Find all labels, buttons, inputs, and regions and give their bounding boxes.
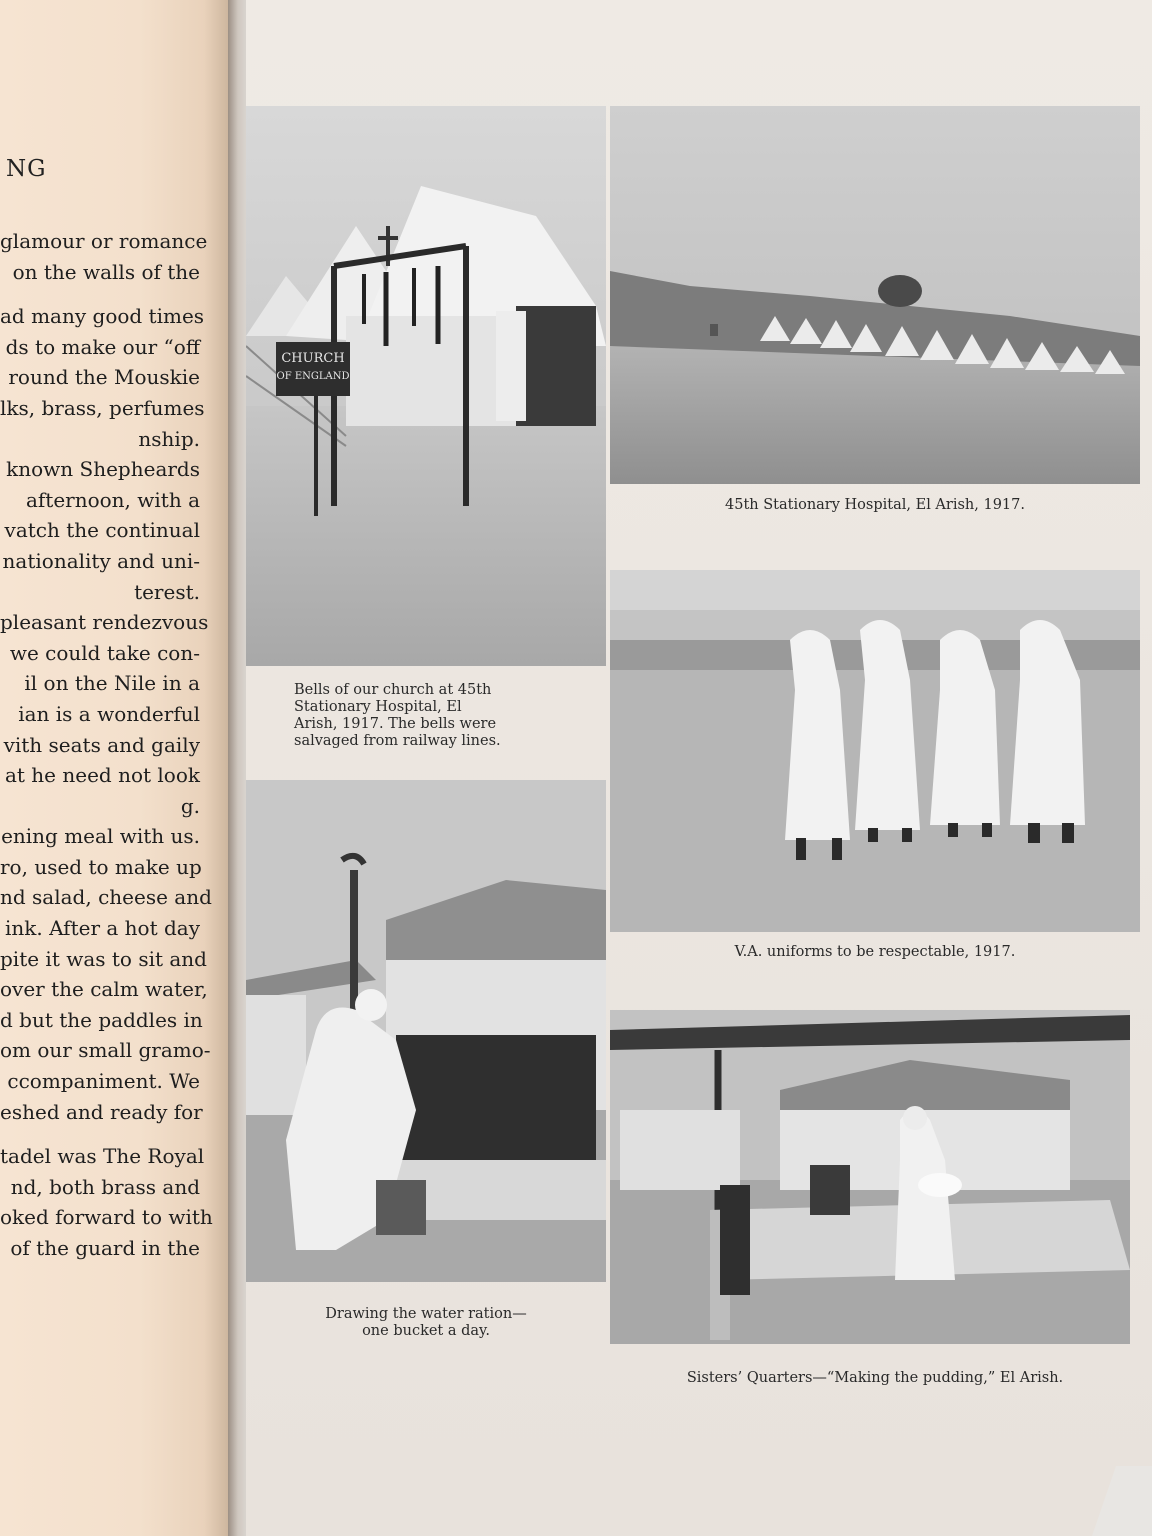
text-line: vith seats and gaily bbox=[3, 732, 200, 757]
water-ration-scene-image bbox=[246, 780, 606, 1282]
church-scene-image bbox=[246, 106, 606, 666]
text-line: vatch the continual bbox=[4, 518, 200, 543]
church-sign-line2: OF ENGLAND bbox=[276, 371, 350, 382]
text-line: oked forward to with bbox=[0, 1205, 213, 1230]
photo-hospital bbox=[610, 106, 1140, 484]
text-line: tadel was The Royal bbox=[0, 1144, 205, 1169]
text-line: d but the paddles in bbox=[0, 1007, 203, 1032]
paragraph-gap bbox=[0, 287, 200, 301]
text-line: eshed and ready for bbox=[0, 1099, 203, 1124]
page-tear bbox=[1092, 1466, 1152, 1536]
photo-sisters-quarters bbox=[610, 1010, 1130, 1344]
text-line: nd salad, cheese and bbox=[0, 885, 212, 910]
text-line: glamour or romance bbox=[0, 229, 208, 253]
text-line: om our small gramo- bbox=[0, 1038, 211, 1063]
caption-line: Arish, 1917. The bells were bbox=[294, 716, 497, 732]
text-line: pite it was to sit and bbox=[0, 946, 207, 971]
photo-church-bells bbox=[246, 106, 606, 666]
text-line: on the walls of the bbox=[12, 259, 200, 284]
text-line: terest. bbox=[134, 579, 200, 604]
text-line: nationality and uni- bbox=[2, 548, 200, 573]
text-line: we could take con- bbox=[9, 640, 200, 665]
text-line: known Shepheards bbox=[6, 457, 200, 482]
caption-line: one bucket a day. bbox=[362, 1323, 490, 1339]
text-line: ad many good times bbox=[0, 304, 205, 329]
caption-church-bells bbox=[294, 682, 564, 750]
paragraph-gap bbox=[0, 1127, 200, 1141]
caption-hospital bbox=[610, 497, 1140, 514]
text-line: ds to make our “off bbox=[5, 334, 200, 359]
text-line: ening meal with us. bbox=[1, 824, 200, 849]
text-line: nd, both brass and bbox=[10, 1174, 200, 1199]
caption-line: V.A. uniforms to be respectable, 1917. bbox=[734, 944, 1016, 960]
text-line: nship. bbox=[138, 426, 200, 451]
text-line: g. bbox=[180, 793, 200, 818]
text-line: ian is a wonderful bbox=[18, 701, 200, 726]
text-line: il on the Nile in a bbox=[24, 671, 200, 696]
caption-line: Bells of our church at 45th bbox=[294, 682, 492, 698]
caption-line: salvaged from railway lines. bbox=[294, 733, 501, 749]
caption-line: Sisters’ Quarters—“Making the pudding,” El Arish. bbox=[686, 1370, 1064, 1386]
text-line: at he need not look bbox=[4, 763, 200, 788]
left-page-text bbox=[0, 226, 213, 1264]
text-line: of the guard in the bbox=[10, 1236, 200, 1260]
text-line: over the calm water, bbox=[0, 977, 208, 1002]
right-page bbox=[246, 0, 1152, 1536]
caption-water-ration bbox=[246, 1306, 606, 1340]
photo-va-uniforms bbox=[610, 570, 1140, 932]
caption-line: Stationary Hospital, El bbox=[294, 699, 462, 715]
va-uniforms-scene-image bbox=[610, 570, 1140, 932]
text-line: ink. After a hot day bbox=[4, 916, 200, 941]
hospital-scene-image bbox=[610, 106, 1140, 484]
photo-water-ration bbox=[246, 780, 606, 1282]
caption-line: Drawing the water ration— bbox=[325, 1306, 527, 1322]
caption-va-uniforms bbox=[610, 944, 1140, 961]
sisters-quarters-scene-image bbox=[610, 1010, 1130, 1344]
text-line: pleasant rendezvous bbox=[0, 610, 209, 635]
text-line: ccompaniment. We bbox=[7, 1069, 200, 1094]
church-sign-line1: CHURCH bbox=[281, 351, 345, 366]
caption-sisters-quarters bbox=[610, 1370, 1140, 1387]
text-line: round the Mouskie bbox=[8, 365, 200, 390]
caption-line: 45th Stationary Hospital, El Arish, 1917. bbox=[725, 497, 1025, 513]
text-line: afternoon, with a bbox=[25, 487, 200, 512]
running-head: NG bbox=[6, 156, 47, 182]
text-line: ro, used to make up bbox=[0, 854, 202, 879]
left-page bbox=[0, 0, 232, 1536]
text-line: lks, brass, perfumes bbox=[0, 395, 205, 420]
